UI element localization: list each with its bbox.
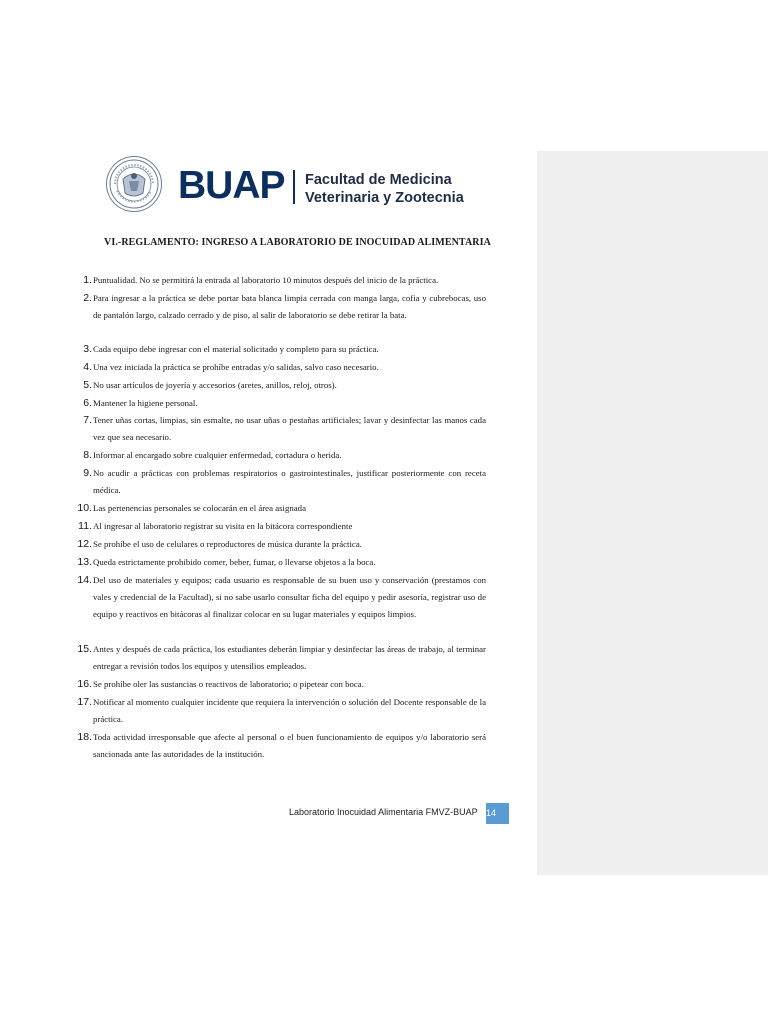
rule-number: 9. [83, 467, 92, 479]
rule-number: 3. [83, 343, 92, 355]
footer-text: Laboratorio Inocuidad Alimentaria FMVZ-BUAP [289, 807, 478, 817]
rule-text: Se prohíbe el uso de celulares o reproductores de música durante la práctica. [93, 539, 362, 549]
faculty-name [305, 171, 464, 207]
rule-number: 1. [83, 274, 92, 286]
rule-number: 7. [83, 414, 92, 426]
rule-text: Antes y después de cada práctica, los estudiantes deberán limpiar y desinfectar las áreas de trabajo, al terminar entregar a revisión todos los equipos y utensilios empleados. [93, 644, 486, 672]
faculty-name-line1: Facultad de Medicina [305, 172, 452, 188]
rule-number: 17. [77, 696, 92, 708]
buap-logo: BUAP [178, 164, 285, 207]
rule-text: Al ingresar al laboratorio registrar su visita en la bitácora correspondiente [93, 521, 353, 531]
page-number-box [486, 803, 509, 824]
rule-number: 4. [83, 361, 92, 373]
document-title: VI.-REGLAMENTO: INGRESO A LABORATORIO DE INOCUIDAD ALIMENTARIA [104, 237, 491, 248]
rule-number: 5. [83, 379, 92, 391]
rule-number: 12. [77, 538, 92, 550]
rule-text: Para ingresar a la práctica se debe portar bata blanca limpia cerrada con manga larga, cofia y cubrebocas, uso de pantalón largo, calzado cerrado y de piso, al salir de laboratorio se debe retirar la bata. [93, 293, 486, 321]
university-seal-icon [106, 156, 162, 212]
rule-number: 10. [77, 502, 92, 514]
rule-text: Toda actividad irresponsable que afecte al personal o el buen funcionamiento de equipos y/o laboratorio será sancionada ante las autoridades de la institución. [93, 732, 486, 760]
rule-text: Puntualidad. No se permitirá la entrada al laboratorio 10 minutos después del inicio de la práctica. [93, 275, 439, 285]
faculty-name-line2: Veterinaria y Zootecnia [305, 190, 464, 206]
rule-text: Tener uñas cortas, limpias, sin esmalte, no usar uñas o pestañas artificiales; lavar y desinfectar las manos cada vez que sea necesario. [93, 415, 486, 443]
rule-text: Cada equipo debe ingresar con el material solicitado y completo para su práctica. [93, 344, 379, 354]
rule-number: 18. [77, 731, 92, 743]
rule-text: Queda estrictamente prohibido comer, beber, fumar, o llevarse objetos a la boca. [93, 557, 376, 567]
rule-text: Mantener la higiene personal. [93, 398, 198, 408]
rule-text: Notificar al momento cualquier incidente que requiera la intervención o solución del Docente responsable de la práctica. [93, 697, 486, 725]
rule-number: 11. [78, 520, 92, 532]
rule-text: No usar artículos de joyería y accesorios (aretes, anillos, reloj, otros). [93, 380, 337, 390]
rule-text: Una vez iniciada la práctica se prohíbe entradas y/o salidas, salvo caso necesario. [93, 362, 379, 372]
page-number: 14 [486, 808, 497, 818]
rule-text: Informar al encargado sobre cualquier enfermedad, cortadura o herida. [93, 450, 342, 460]
rule-text: Del uso de materiales y equipos; cada usuario es responsable de su buen uso y conservación (prestamos con vales y credencial de la Facultad), si no sabe usarlo consultar ficha del equipo y pedir asesoría, registrar uso de equipo y reactivos en bitácoras al finalizar colocar en su lugar materiales y equipos limpios. [93, 575, 486, 620]
rule-number: 2. [83, 292, 92, 304]
rule-text: Las pertenencias personales se colocarán en el área asignada [93, 503, 306, 513]
rule-number: 13. [77, 556, 92, 568]
rule-number: 16. [77, 678, 92, 690]
rule-number: 14. [77, 574, 92, 586]
logo-divider [293, 170, 295, 204]
rule-number: 15. [77, 643, 92, 655]
rule-text: No acudir a prácticas con problemas respiratorios o gastrointestinales, justificar posteriormente con receta médica. [93, 468, 486, 496]
rule-text: Se prohíbe oler las sustancias o reactivos de laboratorio; o pipetear con boca. [93, 679, 364, 689]
comment-pane [537, 151, 768, 875]
rule-number: 6. [83, 397, 92, 409]
document-header [106, 156, 476, 220]
rule-number: 8. [83, 449, 92, 461]
